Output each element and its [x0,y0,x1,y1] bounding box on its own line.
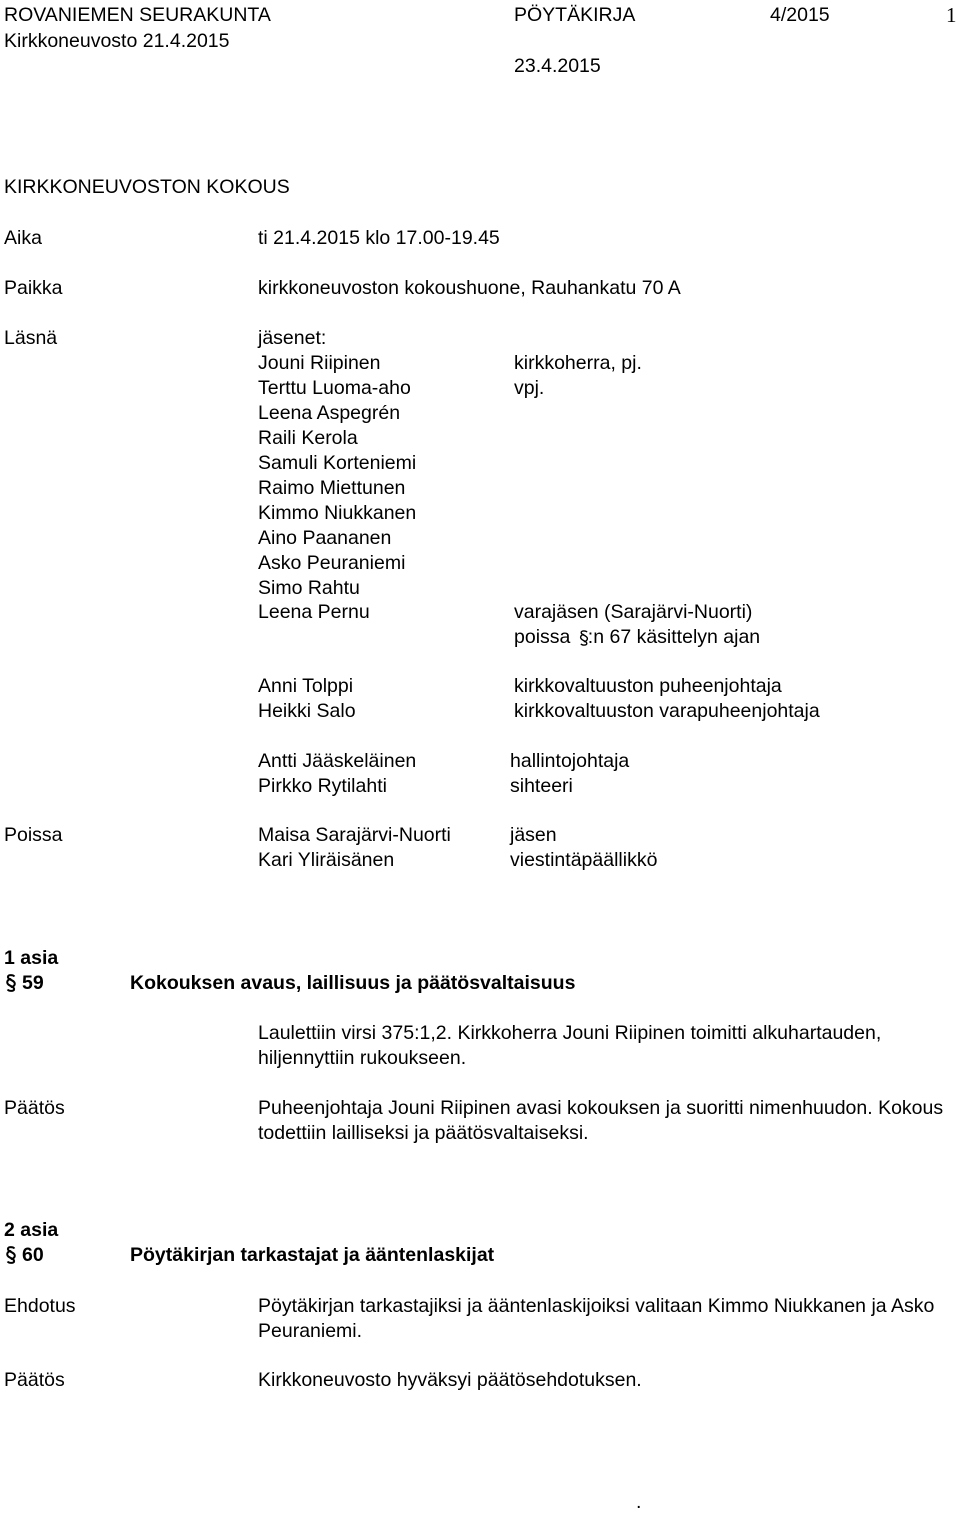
item-number: 59 [22,972,44,994]
item-title: Kokouksen avaus, laillisuus ja päätösvaltaisuus [130,972,576,994]
item-intro: Laulettiin virsi 375:1,2. Kirkkoherra Jouni Riipinen toimitti alkuhartauden, hiljennyttiin rukoukseen. [258,1022,882,1069]
attendee-role: kirkkovaltuuston varapuheenjohtaja [514,700,820,722]
members-heading: jäsenet: [258,327,327,349]
proposal-label: Ehdotus [4,1295,76,1317]
member-name: Kimmo Niukkanen [258,502,417,524]
place-value: kirkkoneuvoston kokoushuone, Rauhankatu 70 A [258,277,681,299]
member-role: varajäsen (Sarajärvi-Nuorti) [514,601,753,623]
item-decision: Kirkkoneuvosto hyväksyi päätösehdotuksen. [258,1369,642,1391]
item-number: 60 [22,1244,44,1266]
section-sign-icon [4,973,18,993]
absent-role: viestintäpäällikkö [510,849,658,871]
header-page-number: 1 [946,3,957,27]
member-name: Raili Kerola [258,427,358,449]
attendee-name: Antti Jääskeläinen [258,750,417,772]
attendee-name: Heikki Salo [258,700,356,722]
attendee-role: hallintojohtaja [510,750,630,772]
member-name: Raimo Miettunen [258,477,406,499]
member-role: kirkkoherra, pj. [514,352,642,374]
pernu-note-text: poissa :n 67 käsittelyn ajan [514,626,761,648]
member-name: Terttu Luoma-aho [258,377,411,399]
header-body-date: Kirkkoneuvosto 21.4.2015 [4,30,230,52]
footer-dot: . [636,1491,642,1513]
member-name: Jouni Riipinen [258,352,381,374]
absent-label: Poissa [4,824,63,846]
header-doc-type: PÖYTÄKIRJA [514,4,636,26]
item-title: Pöytäkirjan tarkastajat ja ääntenlaskijat [130,1244,495,1266]
section-sign-icon [578,629,590,647]
absent-name: Kari Yliräisänen [258,849,395,871]
member-name: Leena Pernu [258,601,370,623]
member-role: vpj. [514,377,545,399]
decision-label: Päätös [4,1097,65,1119]
time-label: Aika [4,227,42,249]
header-date2: 23.4.2015 [514,55,601,77]
attendee-name: Anni Tolppi [258,675,354,697]
member-name: Asko Peuraniemi [258,552,406,574]
member-name: Simo Rahtu [258,577,360,599]
attendee-role: sihteeri [510,775,573,797]
meeting-title: KIRKKONEUVOSTON KOKOUS [4,176,290,198]
item-decision: Puheenjohtaja Jouni Riipinen avasi kokouksen ja suoritti nimenhuudon. Kokous todettiin lailliseksi ja päätösvaltaiseksi. [258,1097,944,1144]
place-label: Paikka [4,277,63,299]
item-proposal: Pöytäkirjan tarkastajiksi ja ääntenlaskijoiksi valitaan Kimmo Niukkanen ja Asko Peuraniemi. [258,1295,935,1342]
item-asia: 2 asia [4,1219,59,1241]
time-value: ti 21.4.2015 klo 17.00-19.45 [258,227,500,249]
member-name: Samuli Korteniemi [258,452,417,474]
present-label: Läsnä [4,327,58,349]
pernu-note [514,625,760,650]
member-name: Aino Paananen [258,527,392,549]
header-doc-number: 4/2015 [770,4,830,26]
absent-name: Maisa Sarajärvi-Nuorti [258,824,451,846]
section-sign-icon [4,1245,18,1265]
header-org: ROVANIEMEN SEURAKUNTA [4,4,271,26]
item-asia: 1 asia [4,947,59,969]
attendee-name: Pirkko Rytilahti [258,775,387,797]
decision-label: Päätös [4,1369,65,1391]
member-name: Leena Aspegrén [258,402,401,424]
absent-role: jäsen [510,824,557,846]
attendee-role: kirkkovaltuuston puheenjohtaja [514,675,782,697]
